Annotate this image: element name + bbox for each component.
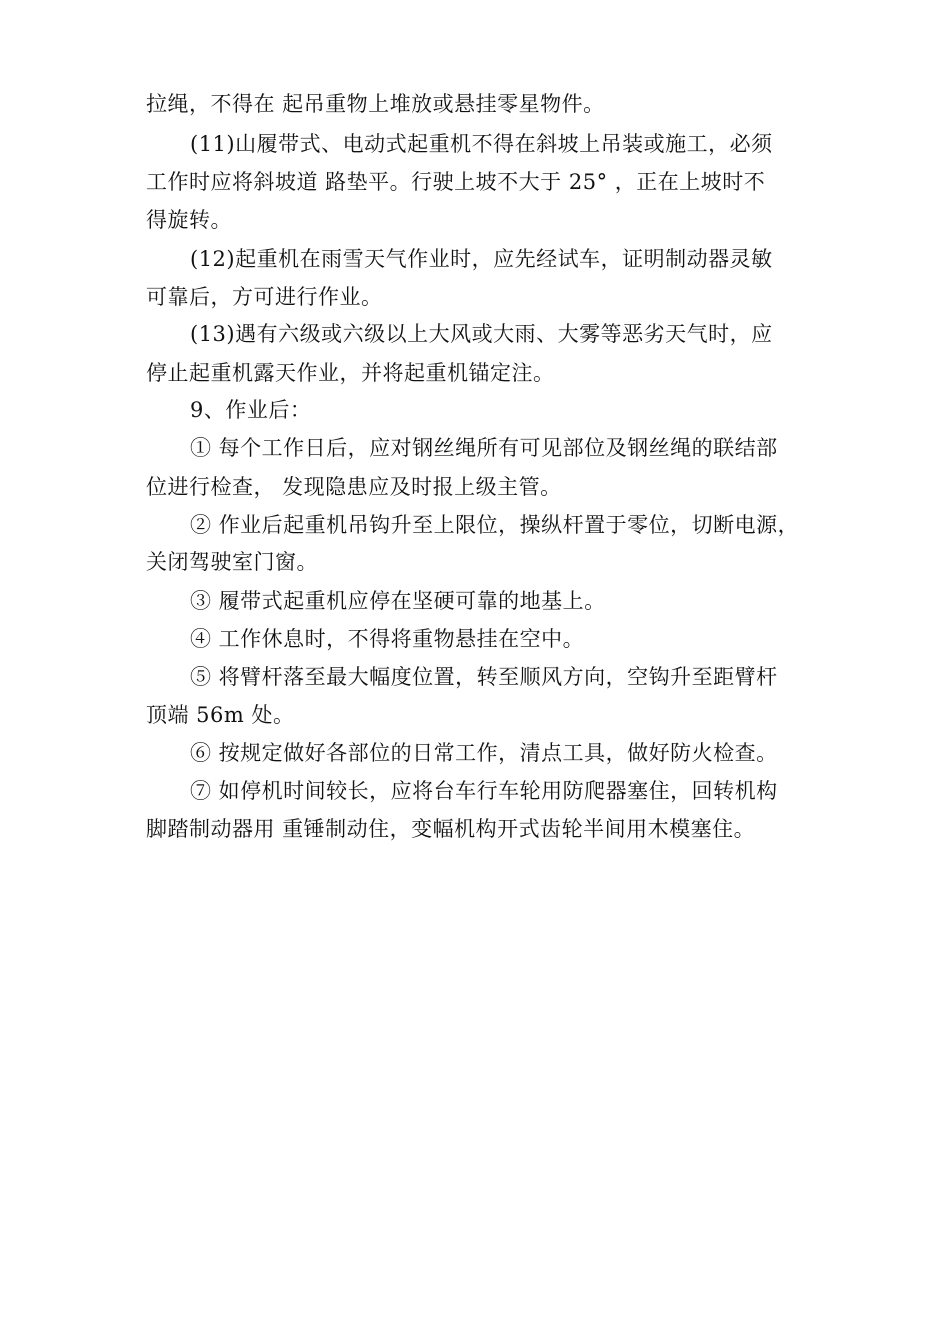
text-line: 可靠后，方可进行作业。	[146, 285, 383, 309]
text-line: ③ 履带式起重机应停在坚硬可靠的地基上。	[190, 589, 606, 613]
text-line: ⑥ 按规定做好各部位的日常工作，清点工具，做好防火检查。	[190, 741, 778, 765]
text-line: 得旋转。	[146, 208, 232, 232]
text-line: ⑤ 将臂杆落至最大幅度位置，转至顺风方向，空钩升至距臂杆	[190, 665, 778, 689]
text-line: (12)起重机在雨雪天气作业时，应先经试车，证明制动器灵敏	[190, 247, 773, 271]
text-line: 工作时应将斜坡道 路垫平。行驶上坡不大于 25° ，正在上坡时不	[146, 170, 766, 194]
text-line: ⑦ 如停机时间较长，应将台车行车轮用防爬器塞住，回转机构	[190, 779, 778, 803]
section-heading: 9、作业后：	[190, 398, 312, 422]
text-line: 拉绳，不得在 起吊重物上堆放或悬挂零星物件。	[146, 92, 605, 116]
text-line: 位进行检查， 发现隐患应及时报上级主管。	[146, 475, 562, 499]
text-line: ② 作业后起重机吊钩升至上限位，操纵杆置于零位，切断电源，	[190, 513, 800, 537]
text-line: ④ 工作休息时，不得将重物悬挂在空中。	[190, 627, 585, 651]
text-line: 脚踏制动器用 重锤制动住，变幅机构开式齿轮半间用木模塞住。	[146, 817, 756, 841]
text-line: 停止起重机露天作业，并将起重机锚定注。	[146, 361, 555, 385]
text-line: (11)山履带式、电动式起重机不得在斜坡上吊装或施工，必须	[190, 132, 773, 156]
text-line: 顶端 56m 处。	[146, 703, 295, 727]
text-line: 关闭驾驶室门窗。	[146, 550, 318, 574]
text-line: (13)遇有六级或六级以上大风或大雨、大雾等恶劣天气时，应	[190, 322, 773, 346]
text-line: ① 每个工作日后，应对钢丝绳所有可见部位及钢丝绳的联结部	[190, 436, 778, 460]
